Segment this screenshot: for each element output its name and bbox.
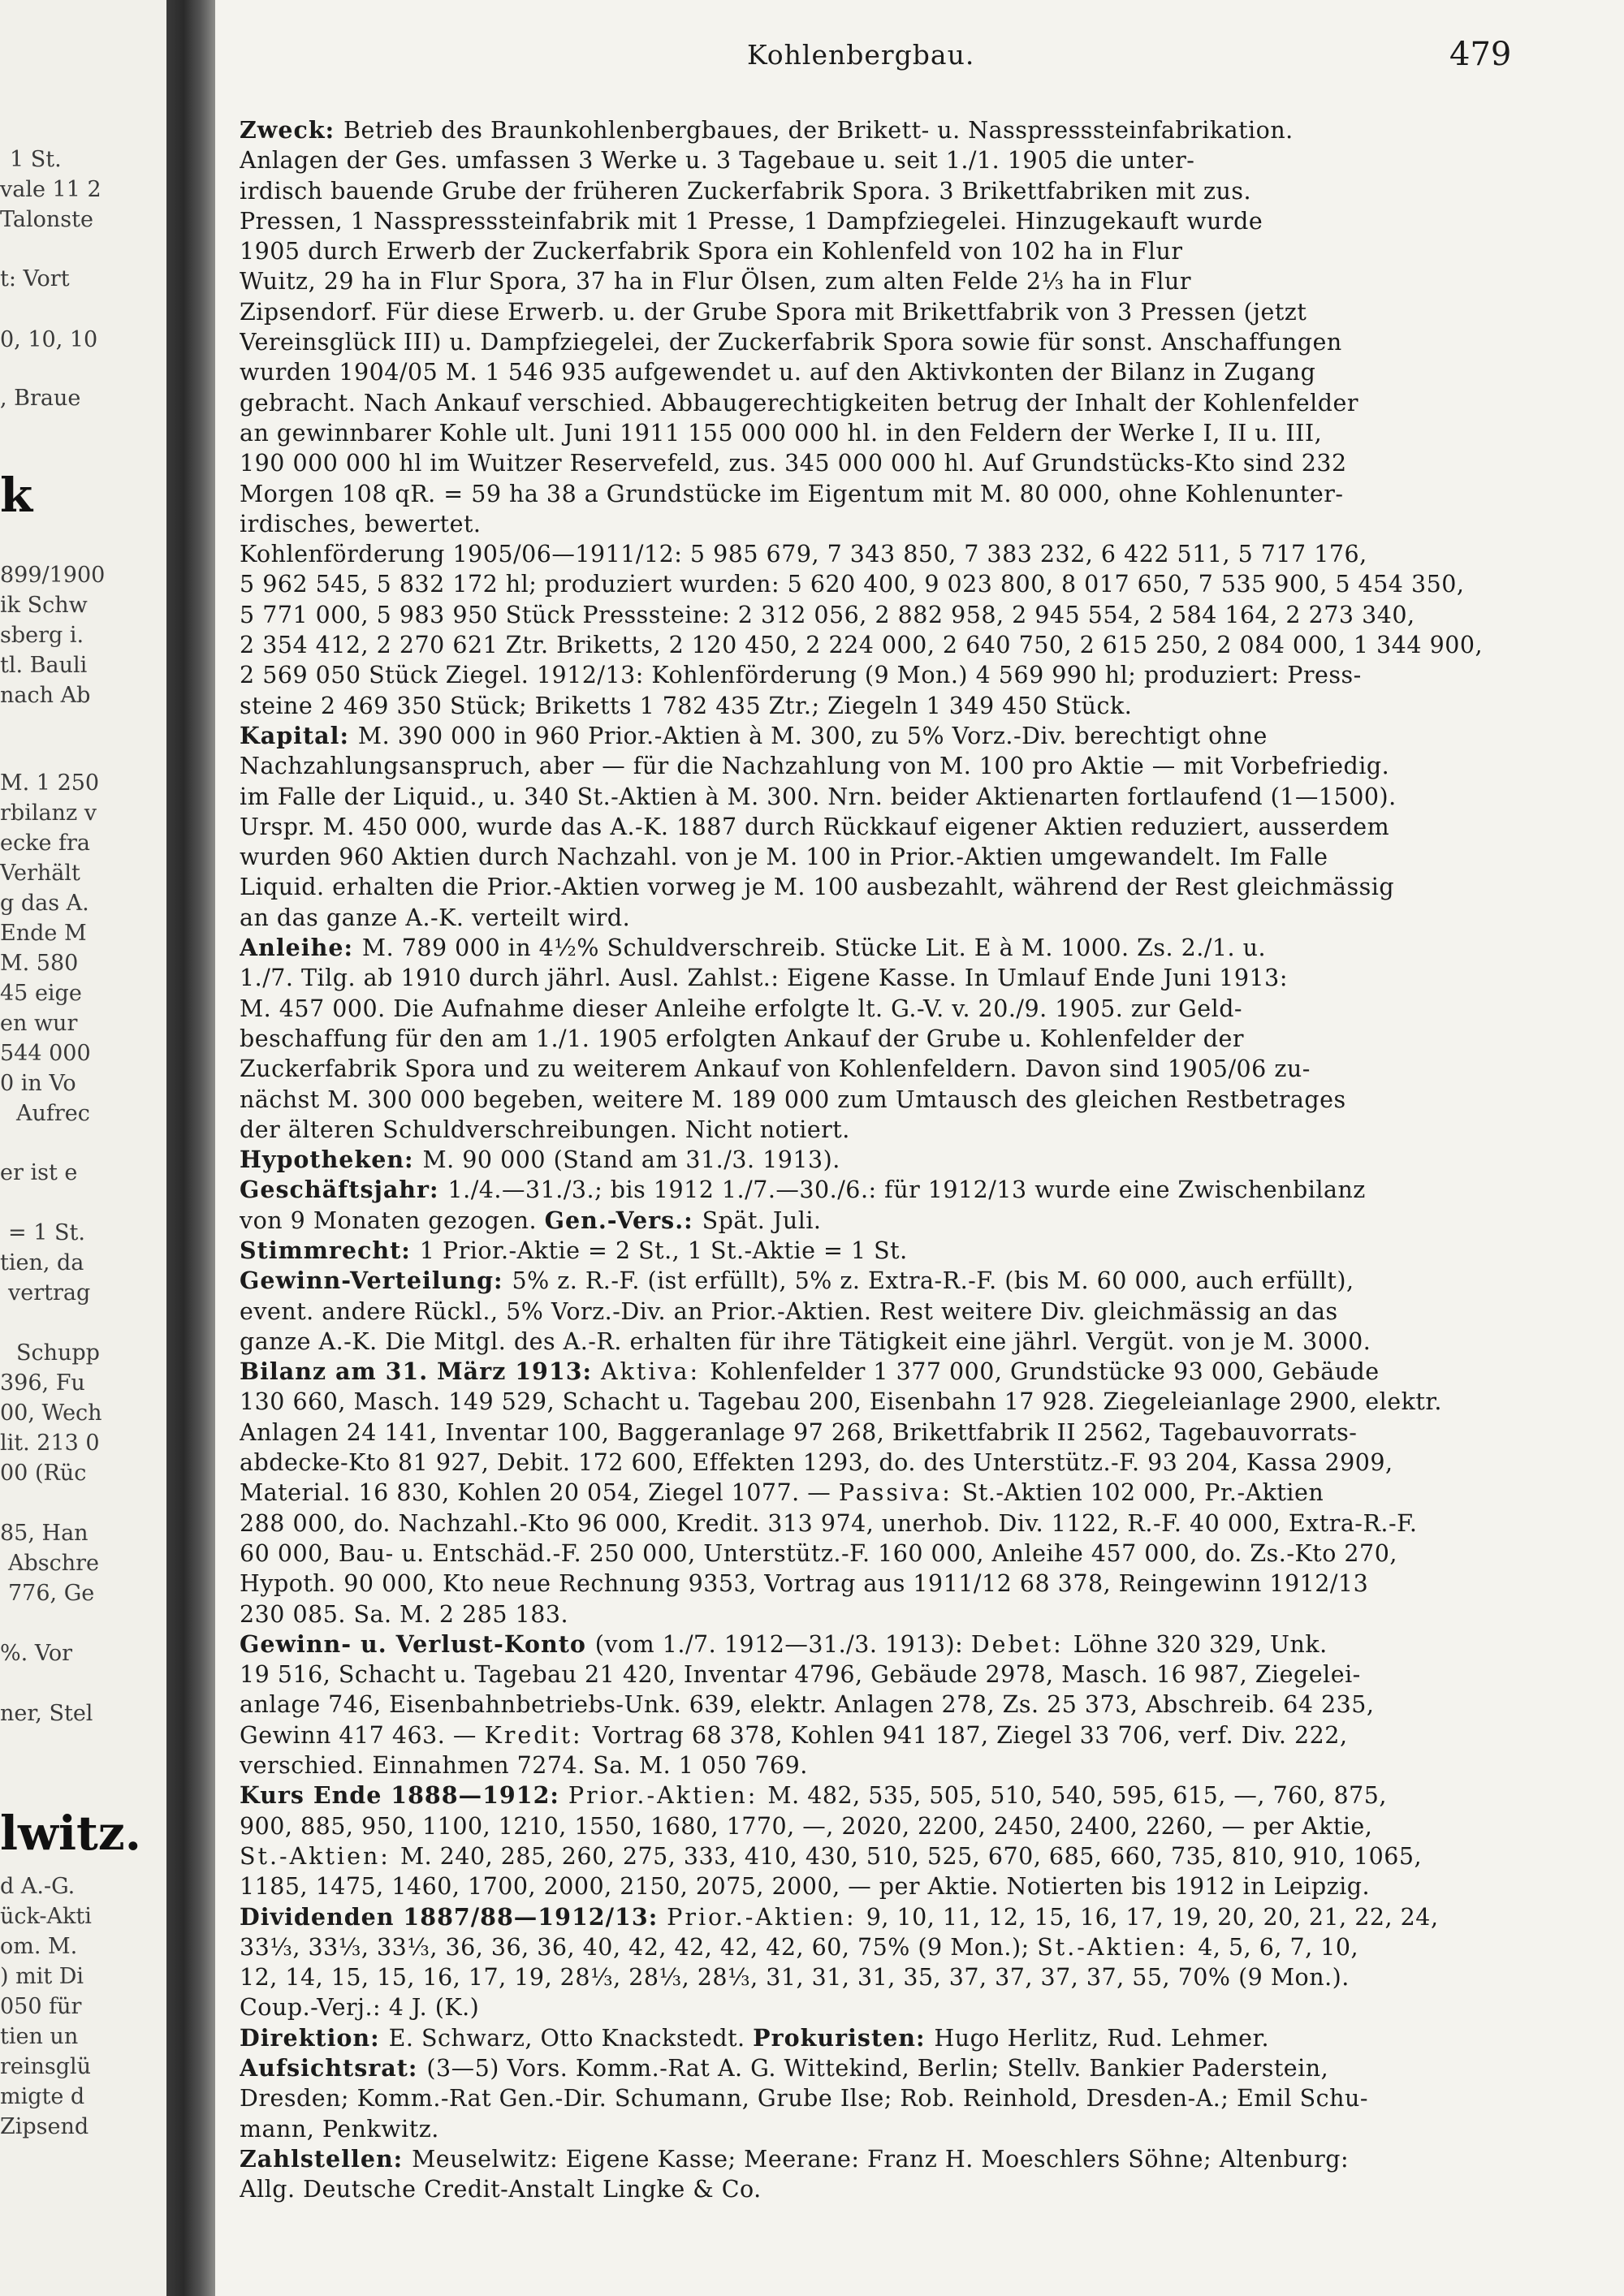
text-line <box>240 1387 1522 1417</box>
facing-page-line: lit. 213 0 <box>0 1431 100 1456</box>
facing-page-line: tien un <box>0 2024 79 2049</box>
text-run: 230 085. Sa. M. 2 285 183. <box>240 1600 569 1628</box>
text-run: 33⅓, 33⅓, 33⅓, 36, 36, 36, 40, 42, 42, 42, 42, 60, 75% (9 Mon.); <box>240 1933 1038 1961</box>
facing-page-line: vertrag <box>8 1280 91 1306</box>
text-run: irdisch bauende Grube der früheren Zuckerfabrik Spora. 3 Brikettfabriken mit zus. <box>240 177 1252 205</box>
text-run: M. 789 000 in 4½% Schuldverschreib. Stücke Lit. E à M. 1000. Zs. 2./1. u. <box>361 934 1267 962</box>
text-line <box>240 1085 1522 1115</box>
text-run: der älteren Schuldverschreibungen. Nicht notiert. <box>240 1116 850 1143</box>
text-run: (vom 1./7. 1912—31./3. 1913): <box>594 1630 971 1658</box>
text-run: Meuselwitz: Eigene Kasse; Meerane: Franz H. Moeschlers Söhne; Altenburg: <box>412 2145 1350 2173</box>
facing-page-line: 776, Ge <box>8 1581 95 1606</box>
text-line <box>240 933 1522 963</box>
facing-page-line: Ende M <box>0 921 87 946</box>
facing-page-line: 0 in Vo <box>0 1071 76 1096</box>
page-number: 479 <box>1449 36 1512 73</box>
facing-page-line: 1 St. <box>10 147 62 172</box>
text-line <box>240 1539 1522 1569</box>
facing-page-line: g das A. <box>0 891 89 916</box>
text-line <box>240 327 1522 357</box>
section-keyword: Zahlstellen: <box>240 2144 412 2173</box>
spaced-label: Debet: <box>970 1630 1073 1658</box>
facing-page-line: 0, 10, 10 <box>0 327 98 352</box>
facing-page-line: t: Vort <box>0 266 70 291</box>
section-keyword: Anleihe: <box>240 934 362 962</box>
text-line <box>240 1115 1522 1145</box>
spaced-label: Passiva: <box>838 1479 962 1507</box>
book-page <box>215 0 1624 2296</box>
facing-page-line: 396, Fu <box>0 1370 85 1396</box>
facing-page-line: Schupp <box>16 1340 100 1366</box>
text-line <box>240 1236 1522 1266</box>
text-run: Vortrag 68 378, Kohlen 941 187, Ziegel 33 706, verf. Div. 222, <box>592 1721 1348 1749</box>
text-run: steine 2 469 350 Stück; Briketts 1 782 435 Ztr.; Ziegeln 1 349 450 Stück. <box>240 692 1133 719</box>
section-keyword: Geschäftsjahr: <box>240 1176 448 1204</box>
text-run: M. 90 000 (Stand am 31./3. 1913). <box>422 1146 840 1174</box>
text-line <box>240 1569 1522 1599</box>
text-run: Morgen 108 qR. = 59 ha 38 a Grundstücke im Eigentum mit M. 80 000, ohne Kohlenunter- <box>240 480 1344 507</box>
text-run: mann, Penkwitz. <box>240 2115 439 2143</box>
text-line <box>240 1266 1522 1296</box>
section-keyword: Kapital: <box>240 721 358 749</box>
text-line <box>240 388 1522 418</box>
text-run: an das ganze A.-K. verteilt wird. <box>240 904 631 931</box>
text-line <box>240 569 1522 599</box>
book-gutter <box>166 0 215 2296</box>
text-run: Zuckerfabrik Spora und zu weiterem Ankauf von Kohlenfeldern. Davon sind 1905/06 zu- <box>240 1055 1311 1083</box>
spaced-label: Prior.-Aktien: <box>568 1782 768 1810</box>
text-line <box>240 1327 1522 1357</box>
text-line <box>240 691 1522 721</box>
facing-page-fragment <box>0 0 166 2296</box>
text-run: 1 Prior.-Aktie = 2 St., 1 St.-Aktie = 1 St. <box>419 1236 908 1264</box>
facing-page-line: , Braue <box>0 386 81 411</box>
text-run: M. 457 000. Die Aufnahme dieser Anleihe erfolgte lt. G.-V. v. 20./9. 1905. zur Geld- <box>240 995 1243 1022</box>
text-line <box>240 1690 1522 1720</box>
facing-page-line: ik Schw <box>0 593 88 618</box>
section-keyword: Direktion: <box>240 2023 389 2052</box>
text-run: ganze A.-K. Die Mitgl. des A.-R. erhalten für ihre Tätigkeit eine jährl. Vergüt. von je M. 3000. <box>240 1327 1371 1355</box>
facing-page-heading: lwitz. <box>0 1806 141 1861</box>
text-run: Hugo Herlitz, Rud. Lehmer. <box>934 2024 1270 2052</box>
text-line <box>240 903 1522 933</box>
text-line <box>240 630 1522 660</box>
facing-page-line: d A.-G. <box>0 1874 76 1899</box>
text-line <box>240 448 1522 478</box>
text-run: Urspr. M. 450 000, wurde das A.-K. 1887 durch Rückkauf eigener Aktien reduziert, ausserdem <box>240 813 1390 840</box>
text-run: wurden 1904/05 M. 1 546 935 aufgewendet u. auf den Aktivkonten der Bilanz in Zugang <box>240 359 1316 386</box>
company-entry-text <box>240 115 1522 2204</box>
text-line <box>240 1871 1522 1901</box>
text-line <box>240 1054 1522 1084</box>
text-line <box>240 2114 1522 2144</box>
text-line <box>240 509 1522 539</box>
text-run: Kohlenförderung 1905/06—1911/12: 5 985 679, 7 343 850, 7 383 232, 6 422 511, 5 717 176, <box>240 541 1367 568</box>
spaced-label: Prior.-Aktien: <box>667 1903 866 1931</box>
text-run: Wuitz, 29 ha in Flur Spora, 37 ha in Flur Ölsen, zum alten Felde 2⅓ ha in Flur <box>240 268 1191 296</box>
running-head <box>215 36 1624 76</box>
text-line <box>240 418 1522 448</box>
text-run: nächst M. 300 000 begeben, weitere M. 189 000 zum Umtausch des gleichen Restbetrages <box>240 1085 1346 1113</box>
text-line <box>240 660 1522 690</box>
facing-page-line: Verhält <box>0 861 80 886</box>
text-line <box>240 1780 1522 1810</box>
text-run: 5 962 545, 5 832 172 hl; produziert wurden: 5 620 400, 9 023 800, 8 017 650, 7 535 900, 5 454 350, <box>240 571 1465 598</box>
facing-page-line: 85, Han <box>0 1521 89 1546</box>
facing-page-line: Abschre <box>8 1551 100 1576</box>
section-keyword: Bilanz am 31. März 1913: <box>240 1357 601 1386</box>
text-line <box>240 963 1522 993</box>
text-line <box>240 1206 1522 1236</box>
text-run: beschaffung für den am 1./1. 1905 erfolgten Ankauf der Grube u. Kohlenfelder der <box>240 1025 1245 1052</box>
text-run: 4, 5, 6, 7, 10, <box>1198 1933 1359 1961</box>
text-run: 5 771 000, 5 983 950 Stück Presssteine: 2 312 056, 2 882 958, 2 945 554, 2 584 164, 2 273 340, <box>240 601 1415 628</box>
text-run: event. andere Rückl., 5% Vorz.-Div. an Prior.-Aktien. Rest weitere Div. gleichmässig an das <box>240 1297 1338 1325</box>
text-run: abdecke-Kto 81 927, Debit. 172 600, Effekten 1293, do. des Unterstütz.-F. 93 204, Kassa 2909, <box>240 1449 1393 1477</box>
text-run: 1185, 1475, 1460, 1700, 2000, 2150, 2075, 2000, — per Aktie. Notierten bis 1912 in Leipzig. <box>240 1873 1371 1901</box>
text-run: Dresden; Komm.-Rat Gen.-Dir. Schumann, Grube Ilse; Rob. Reinhold, Dresden-A.; Emil Schu- <box>240 2085 1368 2113</box>
text-line <box>240 751 1522 781</box>
section-keyword: Hypotheken: <box>240 1146 423 1174</box>
text-line <box>240 145 1522 175</box>
text-line <box>240 842 1522 872</box>
facing-page-line: %. Vor <box>0 1641 73 1666</box>
text-run: Vereinsglück III) u. Dampfziegelei, der Zuckerfabrik Spora sowie für sonst. Anschaffungen <box>240 329 1342 356</box>
text-line <box>240 1418 1522 1448</box>
text-line <box>240 1902 1522 1932</box>
facing-page-line: vale 11 2 <box>0 177 102 202</box>
text-line <box>240 266 1522 296</box>
facing-page-line: ecke fra <box>0 831 91 856</box>
text-line <box>240 1992 1522 2022</box>
text-run: im Falle der Liquid., u. 340 St.-Aktien à M. 300. Nrn. beider Aktienarten fortlaufend (1—1500). <box>240 783 1397 810</box>
text-run: 2 569 050 Stück Ziegel. 1912/13: Kohlenförderung (9 Mon.) 4 569 990 hl; produziert: Press- <box>240 662 1362 689</box>
spaced-label: Aktiva: <box>601 1358 710 1386</box>
text-line <box>240 1629 1522 1659</box>
text-line <box>240 1659 1522 1690</box>
text-line <box>240 2083 1522 2113</box>
text-run: irdisches, bewertet. <box>240 510 482 537</box>
section-keyword: Gewinn-Verteilung: <box>240 1267 512 1295</box>
text-line <box>240 1024 1522 1054</box>
text-line <box>240 1175 1522 1205</box>
text-line <box>240 1962 1522 1992</box>
facing-page-line: en wur <box>0 1011 78 1036</box>
section-keyword: Gen.-Vers.: <box>544 1206 702 1234</box>
facing-page-heading: k <box>0 468 33 523</box>
facing-page-line: ück-Akti <box>0 1904 92 1929</box>
text-line <box>240 1932 1522 1962</box>
spaced-label: St.-Aktien: <box>1037 1933 1199 1961</box>
text-run: 288 000, do. Nachzahl.-Kto 96 000, Kredit. 313 974, unerhob. Div. 1122, R.-F. 40 000, Extra-R.-F. <box>240 1509 1418 1537</box>
facing-page-line: Talonste <box>0 207 93 232</box>
text-run: St.-Aktien 102 000, Pr.-Aktien <box>961 1479 1324 1507</box>
text-run: 130 660, Masch. 149 529, Schacht u. Tagebau 200, Eisenbahn 17 928. Ziegeleianlage 2900, elektr. <box>240 1388 1442 1416</box>
facing-page-line: M. 580 <box>0 951 79 976</box>
facing-page-line: 050 für <box>0 1994 82 2019</box>
facing-page-line: = 1 St. <box>8 1220 85 1245</box>
section-keyword: Dividenden 1887/88—1912/13: <box>240 1902 667 1931</box>
facing-page-line: ) mit Di <box>0 1964 84 1989</box>
text-line <box>240 1841 1522 1871</box>
text-run: M. 482, 535, 505, 510, 540, 595, 615, —, 760, 875, <box>767 1782 1387 1810</box>
text-run: 9, 10, 11, 12, 15, 16, 17, 19, 20, 20, 21, 22, 24, <box>866 1903 1439 1931</box>
text-run: Allg. Deutsche Credit-Anstalt Lingke & Co. <box>240 2176 762 2203</box>
text-run: M. 240, 285, 260, 275, 333, 410, 430, 510, 525, 670, 685, 660, 735, 810, 910, 1065, <box>400 1842 1423 1870</box>
text-line <box>240 176 1522 206</box>
text-run: verschied. Einnahmen 7274. Sa. M. 1 050 769. <box>240 1752 808 1780</box>
text-run: 900, 885, 950, 1100, 1210, 1550, 1680, 1770, —, 2020, 2200, 2450, 2400, 2260, — per Aktie, <box>240 1812 1373 1840</box>
section-keyword: Aufsichtsrat: <box>240 2054 427 2082</box>
facing-page-line: Zipsend <box>0 2114 89 2139</box>
running-title: Kohlenbergbau. <box>747 39 975 71</box>
text-run: Material. 16 830, Kohlen 20 054, Ziegel 1077. — <box>240 1479 839 1507</box>
text-run: Anlagen 24 141, Inventar 100, Baggeranlage 97 268, Brikettfabrik II 2562, Tagebauvorrats- <box>240 1418 1358 1446</box>
text-line <box>240 1811 1522 1841</box>
text-run: 12, 14, 15, 15, 16, 17, 19, 28⅓, 28⅓, 28⅓, 31, 31, 31, 35, 37, 37, 37, 37, 55, 70% (9 Mon.). <box>240 1964 1350 1992</box>
section-keyword: Zweck: <box>240 116 344 144</box>
text-run: 1905 durch Erwerb der Zuckerfabrik Spora ein Kohlenfeld von 102 ha in Flur <box>240 238 1183 265</box>
text-line <box>240 721 1522 751</box>
facing-page-line: migte d <box>0 2084 85 2109</box>
text-run: Pressen, 1 Nasspresssteinfabrik mit 1 Presse, 1 Dampfziegelei. Hinzugekauft wurde <box>240 207 1263 235</box>
text-line <box>240 357 1522 387</box>
facing-page-line: tien, da <box>0 1250 84 1275</box>
text-run: Löhne 320 329, Unk. <box>1073 1630 1328 1658</box>
text-line <box>240 812 1522 842</box>
text-run: Nachzahlungsanspruch, aber — für die Nachzahlung von M. 100 pro Aktie — mit Vorbefriedig. <box>240 753 1390 780</box>
facing-page-line: Aufrec <box>16 1101 90 1126</box>
text-line <box>240 600 1522 630</box>
text-run: 1./7. Tilg. ab 1910 durch jährl. Ausl. Zahlst.: Eigene Kasse. In Umlauf Ende Juni 1913: <box>240 965 1288 992</box>
facing-page-line: er ist e <box>0 1160 78 1185</box>
facing-page-line: 00 (Rüc <box>0 1461 87 1486</box>
text-run: Hypoth. 90 000, Kto neue Rechnung 9353, Vortrag aus 1911/12 68 378, Reingewinn 1912/13 <box>240 1570 1369 1598</box>
text-run: Anlagen der Ges. umfassen 3 Werke u. 3 Tagebaue u. seit 1./1. 1905 die unter- <box>240 147 1195 175</box>
facing-page-line: reinsglü <box>0 2054 92 2079</box>
text-run: Liquid. erhalten die Prior.-Aktien vorweg je M. 100 ausbezahlt, während der Rest gleichmässig <box>240 874 1395 901</box>
section-keyword: Prokuristen: <box>753 2023 935 2052</box>
text-line <box>240 1478 1522 1508</box>
facing-page-line: 544 000 <box>0 1041 91 1066</box>
text-line <box>240 994 1522 1024</box>
text-line <box>240 1720 1522 1750</box>
text-run: anlage 746, Eisenbahnbetriebs-Unk. 639, elektr. Anlagen 278, Zs. 25 373, Abschreib. 64 235, <box>240 1691 1375 1719</box>
facing-page-line: tl. Bauli <box>0 653 88 678</box>
text-run: (3—5) Vors. Komm.-Rat A. G. Wittekind, Berlin; Stellv. Bankier Paderstein, <box>426 2055 1329 2082</box>
text-run: M. 390 000 in 960 Prior.-Aktien à M. 300, zu 5% Vorz.-Div. berechtigt ohne <box>357 722 1268 749</box>
text-line <box>240 297 1522 327</box>
text-line <box>240 1297 1522 1327</box>
text-line <box>240 1145 1522 1175</box>
text-line <box>240 206 1522 236</box>
text-line <box>240 1357 1522 1387</box>
text-run: 2 354 412, 2 270 621 Ztr. Briketts, 2 120 450, 2 224 000, 2 640 750, 2 615 250, 2 084 000, 1 344 900, <box>240 632 1484 659</box>
facing-page-line: 45 eige <box>0 981 82 1006</box>
text-run: Betrieb des Braunkohlenbergbaues, der Brikett- u. Nasspresssteinfabrikation. <box>343 117 1294 144</box>
text-run: 19 516, Schacht u. Tagebau 21 420, Inventar 4796, Gebäude 2978, Masch. 16 987, Ziegelei- <box>240 1661 1361 1689</box>
text-run: gebracht. Nach Ankauf verschied. Abbaugerechtigkeiten betrug der Inhalt der Kohlenfelder <box>240 389 1358 416</box>
text-line <box>240 2174 1522 2204</box>
text-line <box>240 782 1522 812</box>
text-run: Spät. Juli. <box>702 1206 822 1234</box>
facing-page-line: ner, Stel <box>0 1701 93 1726</box>
text-run: 5% z. R.-F. (ist erfüllt), 5% z. Extra-R.-F. (bis M. 60 000, auch erfüllt), <box>512 1267 1354 1295</box>
text-line <box>240 2144 1522 2174</box>
text-run: von 9 Monaten gezogen. <box>240 1206 545 1234</box>
section-keyword: Gewinn- u. Verlust-Konto <box>240 1629 595 1658</box>
facing-page-line: nach Ab <box>0 683 91 708</box>
facing-page-line: om. M. <box>0 1934 78 1959</box>
facing-page-line: 00, Wech <box>0 1400 102 1426</box>
text-line <box>240 1750 1522 1780</box>
facing-page-line: rbilanz v <box>0 801 97 826</box>
text-run: Coup.-Verj.: 4 J. (K.) <box>240 1994 480 2022</box>
text-run: 190 000 000 hl im Wuitzer Reservefeld, zus. 345 000 000 hl. Auf Grundstücks-Kto sind 232 <box>240 450 1347 477</box>
text-line <box>240 236 1522 266</box>
text-run: 1./4.—31./3.; bis 1912 1./7.—30./6.: für 1912/13 wurde eine Zwischenbilanz <box>447 1176 1366 1204</box>
text-run: E. Schwarz, Otto Knackstedt. <box>388 2024 754 2052</box>
text-run: 60 000, Bau- u. Entschäd.-F. 250 000, Unterstütz.-F. 160 000, Anleihe 457 000, do. Zs.-Kto 270, <box>240 1539 1397 1567</box>
text-line <box>240 1508 1522 1539</box>
text-line <box>240 2053 1522 2083</box>
spaced-label: Kredit: <box>484 1721 593 1749</box>
section-keyword: Stimmrecht: <box>240 1236 420 1264</box>
facing-page-line: sberg i. <box>0 623 84 648</box>
text-line <box>240 115 1522 145</box>
text-run: Zipsendorf. Für diese Erwerb. u. der Grube Spora mit Brikettfabrik von 3 Pressen (jetzt <box>240 298 1307 326</box>
text-line <box>240 539 1522 569</box>
text-line <box>240 872 1522 902</box>
text-run: an gewinnbarer Kohle ult. Juni 1911 155 000 000 hl. in den Feldern der Werke I, II u. III, <box>240 419 1323 447</box>
facing-page-line: M. 1 250 <box>0 770 100 796</box>
text-line <box>240 479 1522 509</box>
text-line <box>240 1599 1522 1629</box>
spaced-label: St.-Aktien: <box>240 1842 400 1870</box>
text-run: Kohlenfelder 1 377 000, Grundstücke 93 000, Gebäude <box>710 1358 1380 1386</box>
text-line <box>240 2023 1522 2053</box>
text-run: wurden 960 Aktien durch Nachzahl. von je M. 100 in Prior.-Aktien umgewandelt. Im Falle <box>240 844 1328 871</box>
facing-page-line: 899/1900 <box>0 563 106 588</box>
section-keyword: Kurs Ende 1888—1912: <box>240 1781 568 1810</box>
text-run: Gewinn 417 463. — <box>240 1721 485 1749</box>
text-line <box>240 1448 1522 1478</box>
